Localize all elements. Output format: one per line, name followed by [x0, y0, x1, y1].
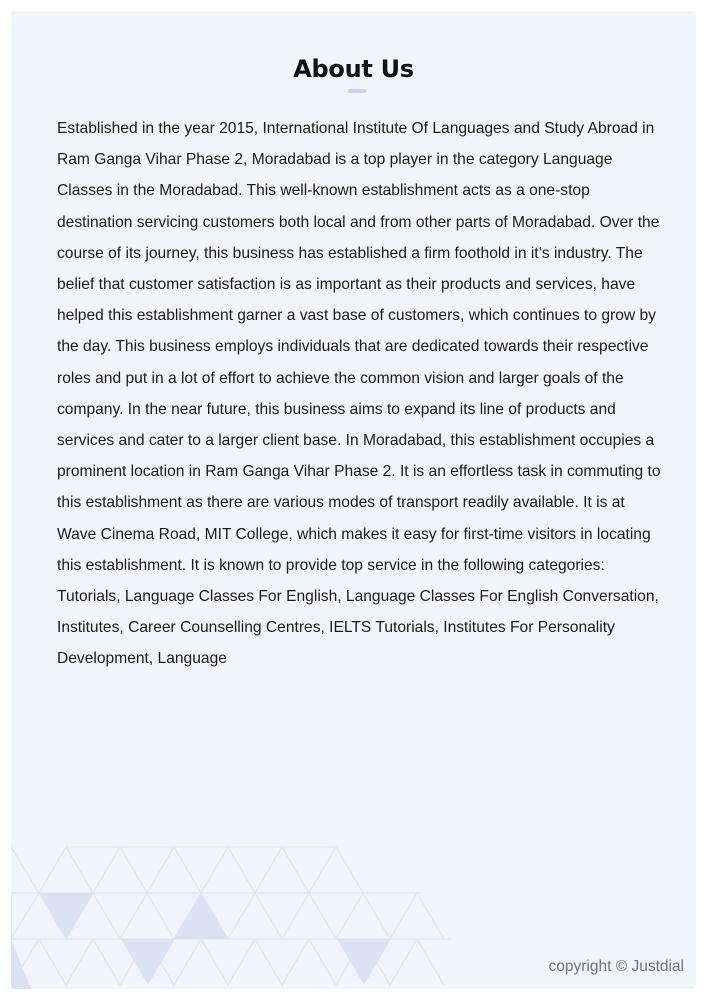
decorative-triangle-pattern [11, 841, 451, 989]
copyright-text: copyright © Justdial [548, 958, 684, 975]
page-title: About Us [293, 55, 414, 83]
about-us-body-text: Established in the year 2015, International Institute Of Languages and Study Abroad in Ram Ganga Vihar Phase 2, Moradabad is a top player in the category Language Classes in the Moradabad. This well-known establishment acts as a one-stop destination servicing customers both local and from other parts of Moradabad. Over the course of its journey, this business has established a firm foothold in it’s industry. The belief that customer satisfaction is as important as their products and services, have helped this establishment garner a vast base of customers, which continues to grow by the day. This business employs individuals that are dedicated towards their respective roles and put in a lot of effort to achieve the common vision and larger goals of the company. In the near future, this business aims to expand its line of products and services and cater to a larger client base. In Moradabad, this establishment occupies a prominent location in Ram Ganga Vihar Phase 2. It is an effortless task in commuting to this establishment as there are various modes of transport readily available. It is at Wave Cinema Road, MIT College, which makes it easy for first-time visitors in locating this establishment. It is known to provide top service in the following categories: Tutorials, Language Classes For English, Language Classes For English Conversation, Institutes, Career Counselling Centres, IELTS Tutorials, Institutes For Personality Development, Language [57, 120, 661, 668]
title-underline [348, 89, 366, 93]
about-us-page [11, 11, 696, 989]
